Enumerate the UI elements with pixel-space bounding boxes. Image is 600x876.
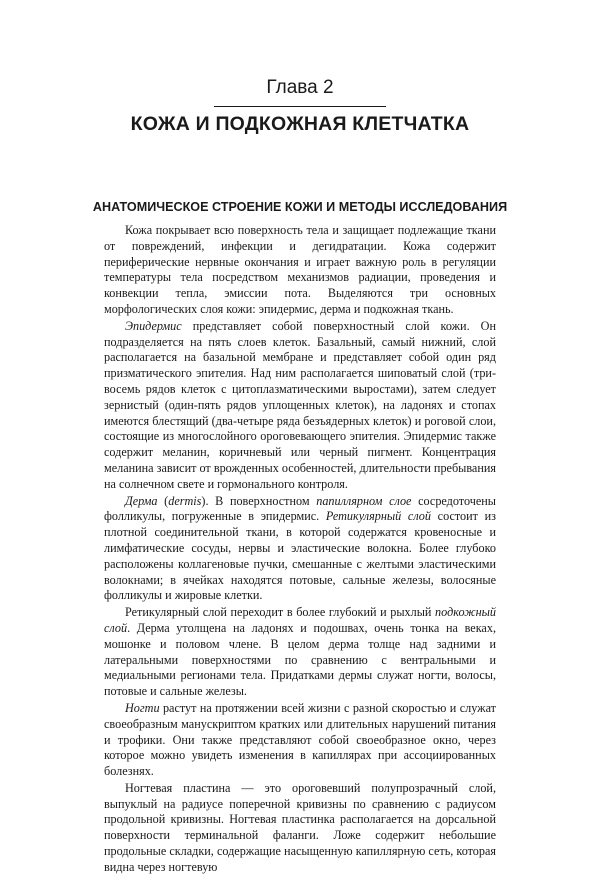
chapter-rule: [214, 106, 386, 107]
term-subcutaneous-layer: подкожный слой: [104, 605, 496, 635]
term-reticular-layer: Ретикулярный слой: [325, 509, 431, 524]
paragraph-dermis: Дерма (dermis). В поверхностном папиллярном слое сосредоточены фолликулы, погруженные в эпидермис. Ретикулярный слой состоит из плотной соединительной ткани, в которой содержатся кровеносные и лимфатические сосуды, нервы и эластические волокна. Более глубоко расположены коллагеновые пучки, смешанные с желтыми эластическими волокнами; в ячейках находятся потовые, сальные железы, волосяные фолликулы и жировые клетки.: [104, 493, 496, 603]
term-nails: Ногти: [125, 700, 160, 715]
paragraph-nail-plate: Ногтевая пластина — это ороговевший полупрозрачный слой, выпуклый на радиусе поперечной кривизны по сравнению с радиусом продольной кривизны. Ногтевая пластинка располагается на дорсальной поверхности терминальной фаланги. Ложе содержит небольшие продольные складки, содержащие насыщенную капиллярную сеть, которая видна через ногтевую: [104, 780, 496, 874]
paragraph-nails: Ногти растут на протяжении всей жизни с разной скоростью и служат своеобразным манускриптом кратких или длительных нарушений питания и трофики. Они также представляют собой своеобразное окно, через которое можно увидеть изменения в капиллярах при ассоциированных болезнях.: [104, 700, 496, 779]
chapter-title: КОЖА И ПОДКОЖНАЯ КЛЕТЧАТКА: [130, 113, 470, 135]
paragraph-subcutaneous: Ретикулярный слой переходит в более глубокий и рыхлый подкожный слой. Дерма утолщена на ладонях и подошвах, очень тонка на веках, мошонке и половом члене. В целом дерма толще над задними и латеральными поверхностями по сравнению с вентральными и медиальными регионами тела. Придатками дермы служат ногти, волосы, потовые и сальные железы.: [104, 605, 496, 699]
paragraph-epidermis: [104, 319, 496, 493]
body-text: [104, 223, 496, 874]
term-papillary-layer: папиллярном слое: [316, 493, 412, 508]
term-epidermis: Эпидермис: [125, 318, 182, 333]
term-dermis: Дерма: [125, 493, 158, 508]
chapter-label: Глава 2: [266, 77, 334, 98]
term-dermis-latin: dermis: [168, 493, 202, 508]
paragraph-skin-overview: Кожа покрывает всю поверхность тела и защищает подлежащие ткани от повреждений, инфекции и дегидратации. Кожа содержит периферические нервные окончания и играет важную роль в регуляции температуры тела посредством механизмов радиации, проведения и конвекции тепла, эмиссии пота. Выделяются три основных морфологических слоя кожи: эпидермис, дерма и подкожная ткань.: [104, 223, 496, 316]
section-heading: АНАТОМИЧЕСКОЕ СТРОЕНИЕ КОЖИ И МЕТОДЫ ИССЛЕДОВАНИЯ: [92, 200, 508, 214]
paragraph-epidermis-text: представляет собой поверхностный слой кожи. Он подразделяется на пять слоев клеток. Базальный, самый нижний, слой располагается на базальной мембране и представляет собой один ряд призматического эпителия. Над ним располагается шиповатый слой (три-восемь рядов клеток с цитоплазматическими выростами), затем следует зернистый (один-пять рядов уплощенных клеток), на ладонях и стопах имеются блестящий (два-четыре ряда безъядерных клеток) и роговой слои, состоящие из многослойного ороговевающего эпителия. Эпидермис также содержит меланин, коричневый или черный пигмент. Концентрация меланина зависит от врожденных особенностей, длительности пребывания на солнечном свете и гормонального контроля.: [104, 318, 496, 491]
